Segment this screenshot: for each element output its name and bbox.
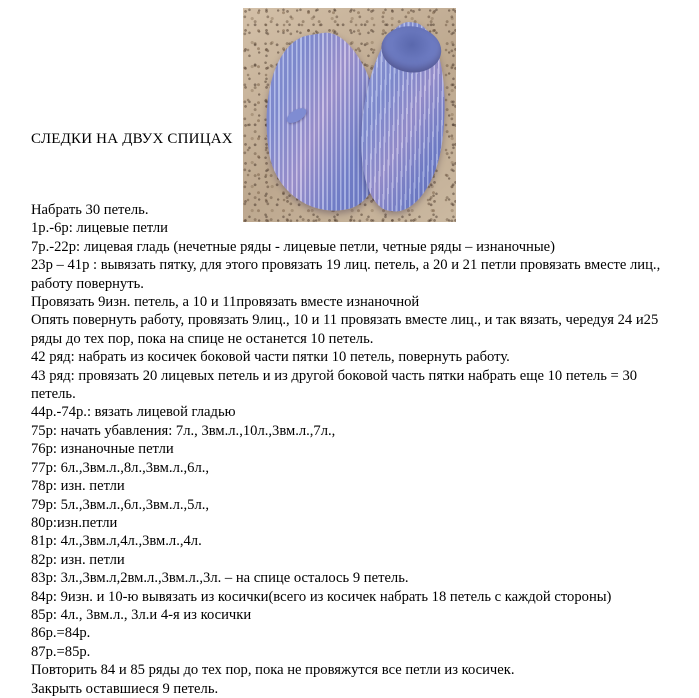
instruction-line: Провязать 9изн. петель, а 10 и 11провязать вместе изнаночной — [31, 294, 420, 311]
instruction-line: 82р: изн. петли — [31, 551, 125, 568]
instruction-line: 85р: 4л., 3вм.л., 3л.и 4-я из косички — [31, 606, 252, 623]
instruction-line: 86р.=84р. — [31, 625, 91, 642]
instruction-line: Закрыть оставшиеся 9 петель. — [31, 680, 219, 697]
instruction-line: 7р.-22р: лицевая гладь (нечетные ряды - лицевые петли, четные ряды – изнаночные) — [31, 238, 556, 255]
instruction-line: 75р: начать убавления: 7л., 3вм.л.,10л.,3вм.л.,7л., — [31, 422, 336, 439]
instruction-line: Набрать 30 петель. — [31, 202, 149, 218]
pattern-instructions — [31, 201, 683, 698]
instruction-line: 76р: изнаночные петли — [31, 441, 174, 458]
instruction-line: 43 ряд: провязать 20 лицевых петель и из другой боковой часть пятки набрать еще 10 петель = 30 петель. — [31, 367, 638, 403]
instruction-line: 87р.=85р. — [31, 643, 91, 660]
instruction-line: 80р:изн.петли — [31, 514, 118, 531]
instruction-line: 78р: изн. петли — [31, 478, 125, 495]
instruction-line: 84р: 9изн. и 10-ю вывязать из косички(всего из косичек набрать 18 петель с каждой стороны) — [31, 588, 612, 605]
slippers-photo — [243, 8, 456, 222]
instruction-line: 77р: 6л.,3вм.л.,8л.,3вм.л.,6л., — [31, 459, 210, 476]
instruction-line: 83р: 3л.,3вм.л,2вм.л.,3вм.л.,3л. – на спице осталось 9 петель. — [31, 570, 409, 587]
instruction-line: 79р: 5л.,3вм.л.,6л.,3вм.л.,5л., — [31, 496, 210, 513]
instruction-line: Повторить 84 и 85 ряды до тех пор, пока не провяжутся все петли из косичек. — [31, 662, 515, 679]
instruction-line: 23р – 41р : вывязать пятку, для этого провязать 19 лиц. петель, а 20 и 21 петли провязать вместе лиц., работу повернуть. — [31, 257, 661, 292]
instruction-line: 42 ряд: набрать из косичек боковой части пятки 10 петель, повернуть работу. — [31, 349, 510, 366]
instruction-line: 44р.-74р.: вязать лицевой гладью — [31, 404, 236, 421]
instruction-line: 1р.-6р: лицевые петли — [31, 220, 168, 237]
toe-detail — [284, 105, 309, 126]
page-title: СЛЕДКИ НА ДВУХ СПИЦАХ — [31, 131, 233, 147]
instruction-line: Опять повернуть работу, провязать 9лиц., 10 и 11 провязать вместе лиц., и так вязать, чередуя 24 и25 ряды до тех пор, пока на спице не останется 10 петель. — [31, 312, 659, 347]
instruction-line: 81р: 4л.,3вм.л,4л.,3вм.л.,4л. — [31, 533, 202, 550]
